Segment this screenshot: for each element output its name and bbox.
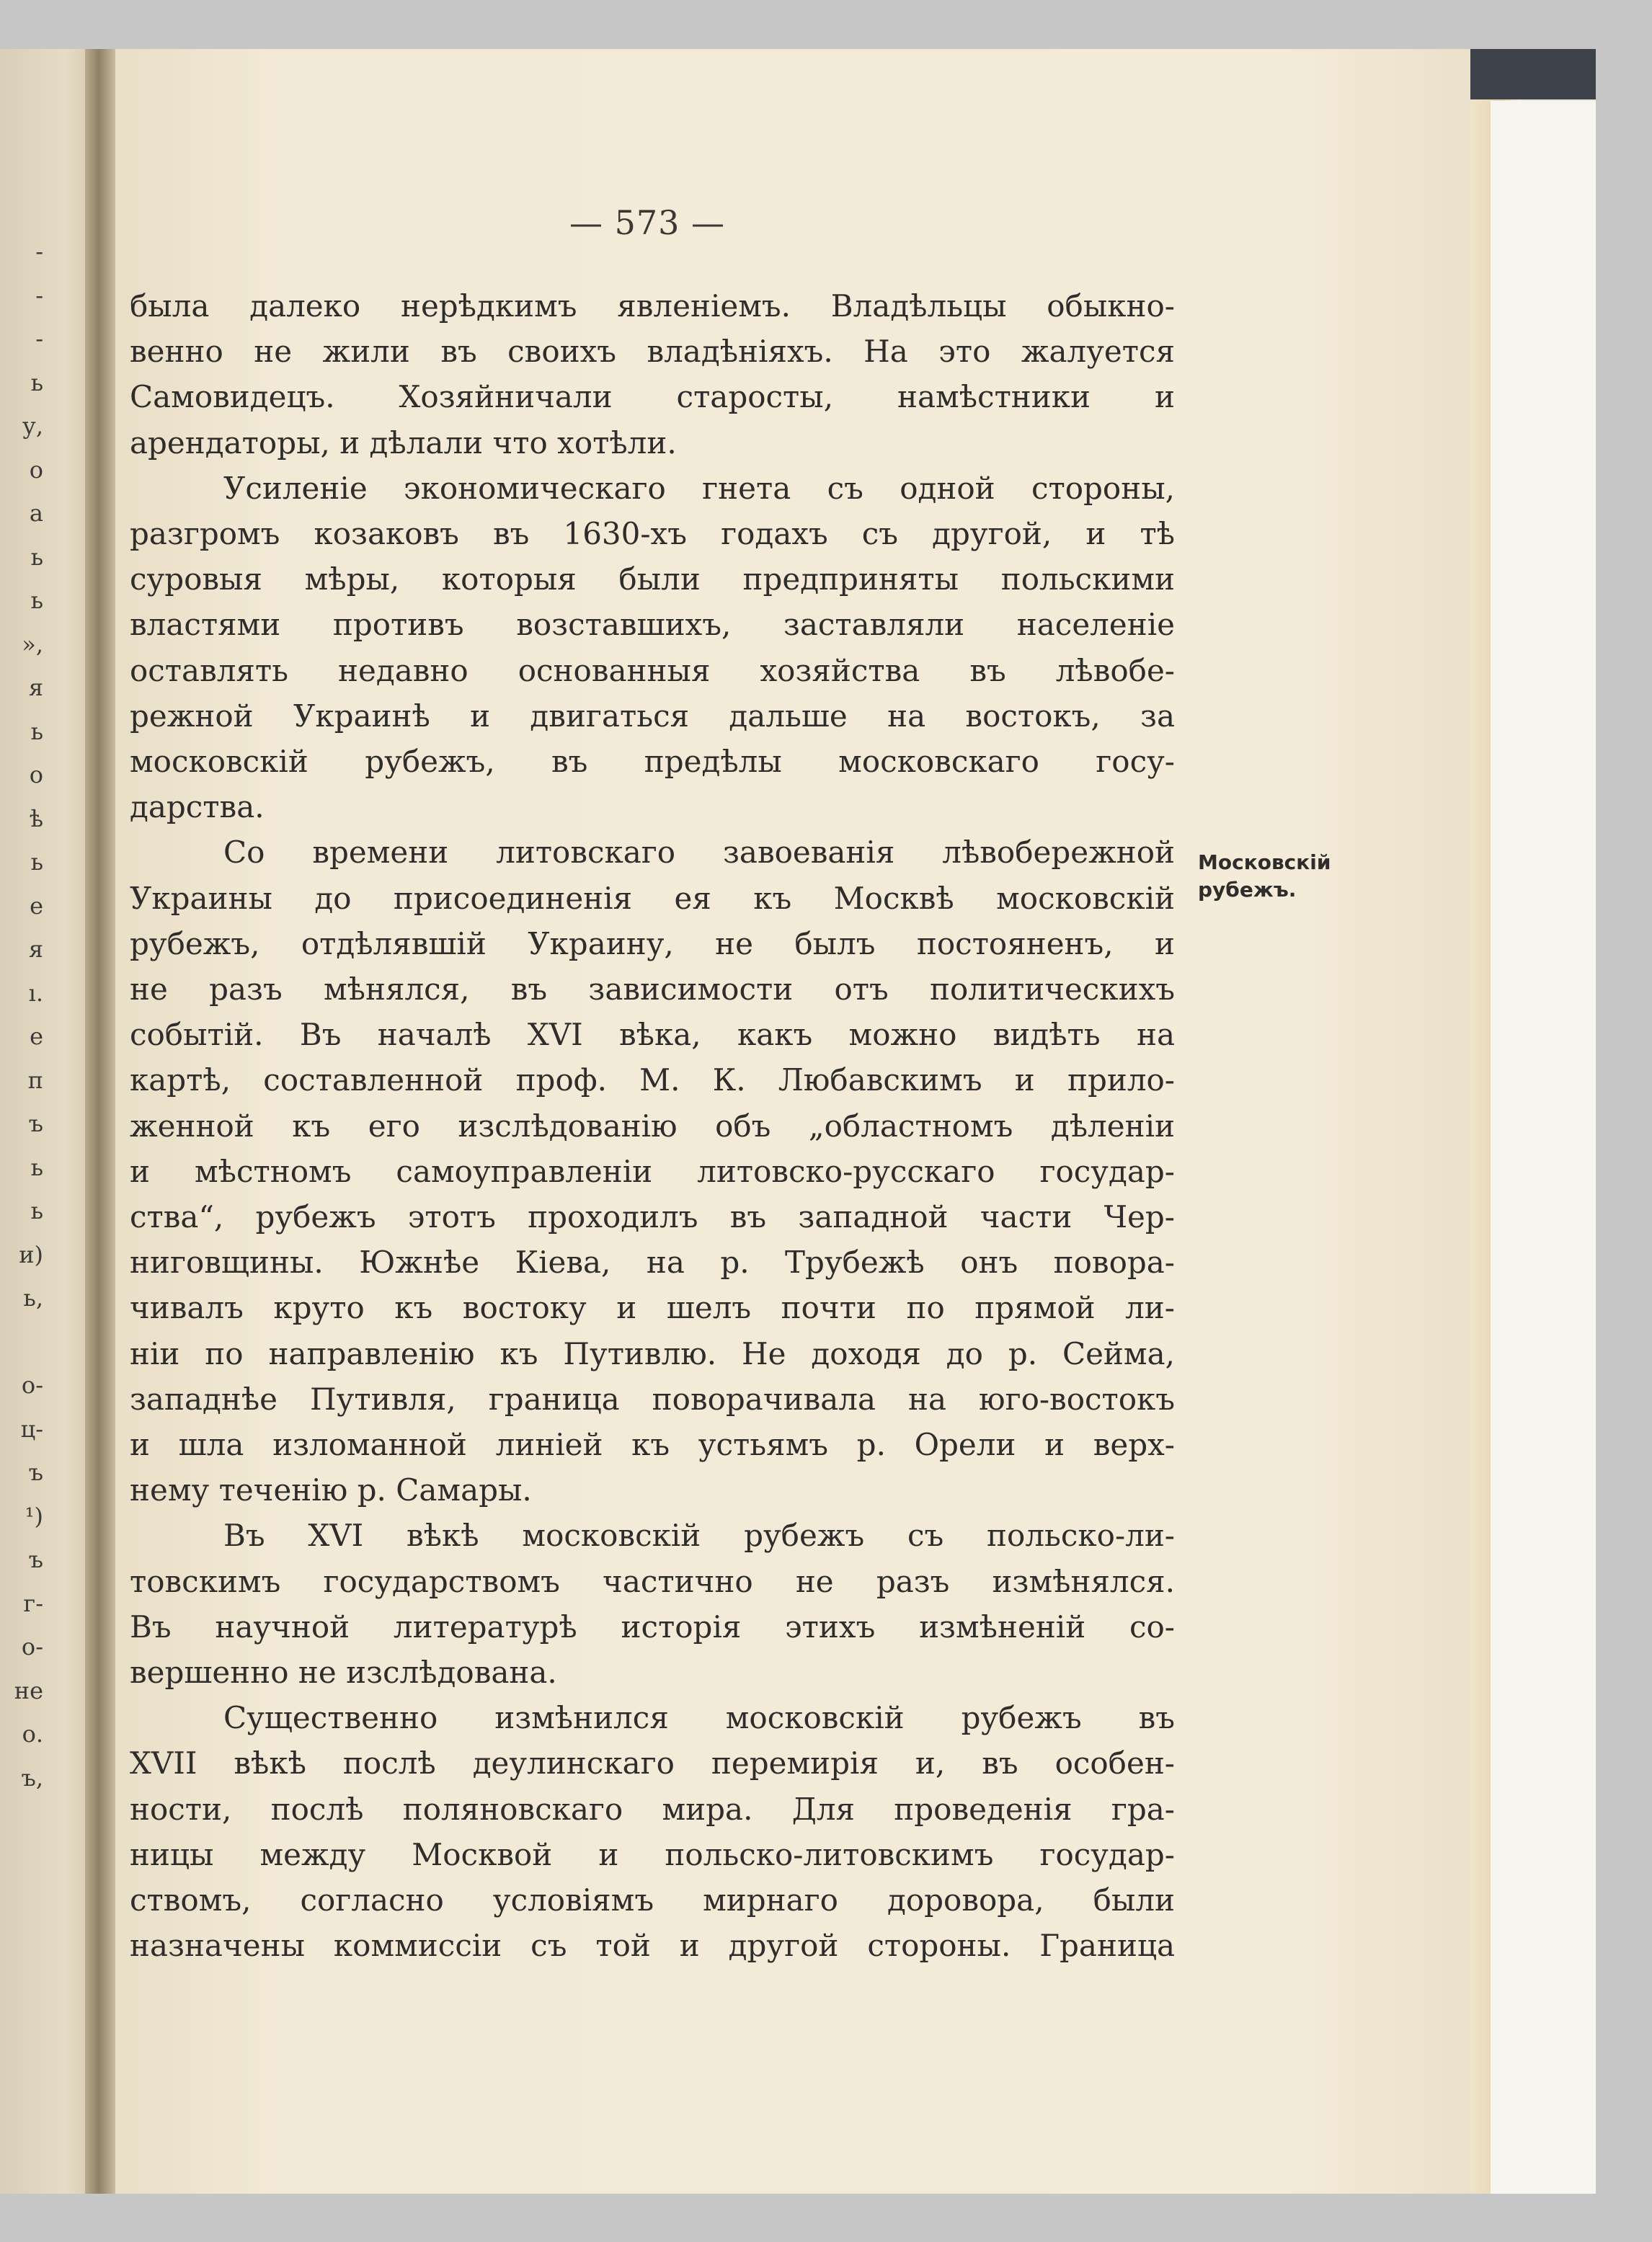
left-page-fragment: -	[35, 238, 43, 265]
left-page-fragment: и)	[19, 1240, 43, 1268]
text-line: ницы между Москвой и польско-литовскимъ государ-	[130, 1836, 1175, 1872]
book-gutter	[85, 49, 115, 2194]
text-line: ства“, рубежъ этотъ проходилъ въ западной части Чер-	[130, 1199, 1175, 1235]
left-page-fragment	[0, 1328, 43, 1372]
text-line: ности, послѣ поляновскаго мира. Для проведенія гра-	[130, 1791, 1175, 1827]
left-page-fragment: -	[35, 325, 43, 352]
text-line: московскій рубежъ, въ предѣлы московскаго госу-	[130, 744, 1175, 779]
left-page-fragment: я	[28, 935, 43, 963]
left-page-fragment: ь	[30, 543, 43, 571]
text-line: вершенно не изслѣдована.	[130, 1655, 557, 1690]
left-page-fragment: ь	[30, 587, 43, 614]
text-line: разгромъ козаковъ въ 1630-хъ годахъ съ другой, и тѣ	[130, 516, 1175, 551]
text-line: рубежъ, отдѣлявшій Украину, не былъ постояненъ, и	[130, 925, 1175, 961]
text-line: дарства.	[130, 789, 265, 825]
left-page-fragment: »,	[22, 630, 43, 658]
marginal-note-line-2: рубежъ.	[1198, 878, 1297, 902]
marginal-note-line-1: Московскій	[1198, 850, 1331, 874]
page-number: — 573 —	[569, 203, 726, 242]
left-page-fragment: у,	[22, 412, 43, 440]
left-page-fragment: ı.	[28, 979, 43, 1007]
text-line: и шла изломанной линіей къ устьямъ р. Орели и верх-	[130, 1427, 1175, 1462]
text-line: ніи по направленію къ Путивлю. Не доходя до р. Сейма,	[130, 1335, 1175, 1371]
text-line: нему теченію р. Самары.	[130, 1472, 532, 1508]
left-page-fragment: а	[29, 499, 43, 527]
left-page-fragment: я	[28, 674, 43, 701]
text-line: Въ научной литературѣ исторія этихъ измѣненій со-	[130, 1609, 1175, 1645]
left-page-fragment: е	[30, 891, 43, 920]
text-line: и мѣстномъ самоуправленіи литовско-русскаго государ-	[130, 1153, 1175, 1189]
left-page-fragment: ъ	[28, 1546, 43, 1573]
text-line: была далеко нерѣдкимъ явленіемъ. Владѣльцы обыкно-	[130, 288, 1175, 324]
text-line: назначены коммиссіи съ той и другой стороны. Граница	[130, 1928, 1175, 1964]
left-page-fragment: ѣ	[29, 804, 43, 832]
text-line: чивалъ круто къ востоку и шелъ почти по прямой ли-	[130, 1290, 1175, 1326]
left-page-fragment: ь,	[23, 1284, 43, 1312]
left-page-fragment: ь	[30, 368, 43, 396]
text-line: оставлять недавно основанныя хозяйства въ лѣвобе-	[130, 652, 1175, 688]
text-line: ствомъ, согласно условіямъ мирнаго доровора, были	[130, 1882, 1175, 1918]
left-page-fragment: ъ,	[21, 1763, 43, 1792]
text-line: Со времени литовскаго завоеванія лѣвобережной	[223, 835, 1175, 871]
left-page-text-fragments	[0, 238, 43, 1807]
text-line: Самовидецъ. Хозяйничали старосты, намѣстники и	[130, 379, 1175, 415]
text-line: событій. Въ началѣ XVI вѣка, какъ можно видѣть на	[130, 1017, 1175, 1053]
next-page-edge	[1491, 101, 1596, 2194]
left-page-fragment: о-	[21, 1371, 43, 1399]
text-line: венно не жили въ своихъ владѣніяхъ. На это жалуется	[130, 334, 1175, 370]
left-page-fragment: о.	[22, 1720, 43, 1748]
text-line: Украины до присоединенія ея къ Москвѣ московскій	[130, 880, 1175, 916]
left-page-fragment: о-	[21, 1633, 43, 1660]
left-page-fragment: ь	[30, 848, 43, 876]
text-line: властями противъ возставшихъ, заставляли населеніе	[130, 607, 1175, 643]
left-page-fragment: ь	[30, 1153, 43, 1181]
left-page-fragment: -	[35, 281, 43, 309]
text-line: западнѣе Путивля, граница поворачивала на юго-востокъ	[130, 1381, 1175, 1417]
text-line: ниговщины. Южнѣе Кіева, на р. Трубежѣ онъ повора-	[130, 1245, 1175, 1281]
left-page-fragment: ь	[30, 717, 43, 745]
text-line: режной Украинѣ и двигаться дальше на востокъ, за	[130, 698, 1175, 734]
left-page-fragment: п	[27, 1066, 43, 1094]
left-page-fragment: г-	[23, 1589, 43, 1617]
left-page-fragment: о	[29, 761, 43, 788]
left-page-fragment: е	[30, 1023, 43, 1050]
text-line: картѣ, составленной проф. М. К. Любавскимъ и прило-	[130, 1062, 1175, 1098]
text-line: товскимъ государствомъ частично не разъ измѣнялся.	[130, 1563, 1175, 1599]
text-line: XVII вѣкѣ послѣ деулинскаго перемирія и, въ особен-	[130, 1745, 1175, 1781]
left-page-fragment: ъ	[28, 1110, 43, 1137]
left-page-fragment: о	[29, 455, 43, 484]
text-line: Существенно измѣнился московскій рубежъ въ	[223, 1700, 1175, 1736]
left-page-fragment: ¹)	[25, 1502, 43, 1530]
text-line: арендаторы, и дѣлали что хотѣли.	[130, 424, 677, 461]
text-line: не разъ мѣнялся, въ зависимости отъ политическихъ	[130, 971, 1175, 1007]
left-page-fragment: ц-	[20, 1415, 43, 1443]
left-page-fragment: не	[14, 1676, 43, 1704]
text-line: Усиленіе экономическаго гнета съ одной стороны,	[223, 470, 1175, 506]
text-line: Въ XVI вѣкѣ московскій рубежъ съ польско-ли-	[223, 1518, 1175, 1554]
text-line: суровыя мѣры, которыя были предприняты польскими	[130, 561, 1175, 597]
text-line: женной къ его изслѣдованію объ „областномъ дѣленіи	[130, 1108, 1175, 1144]
left-page-fragment: ь	[30, 1197, 43, 1224]
background-strip-right	[1470, 49, 1596, 99]
left-page-fragment: ъ	[28, 1459, 43, 1486]
